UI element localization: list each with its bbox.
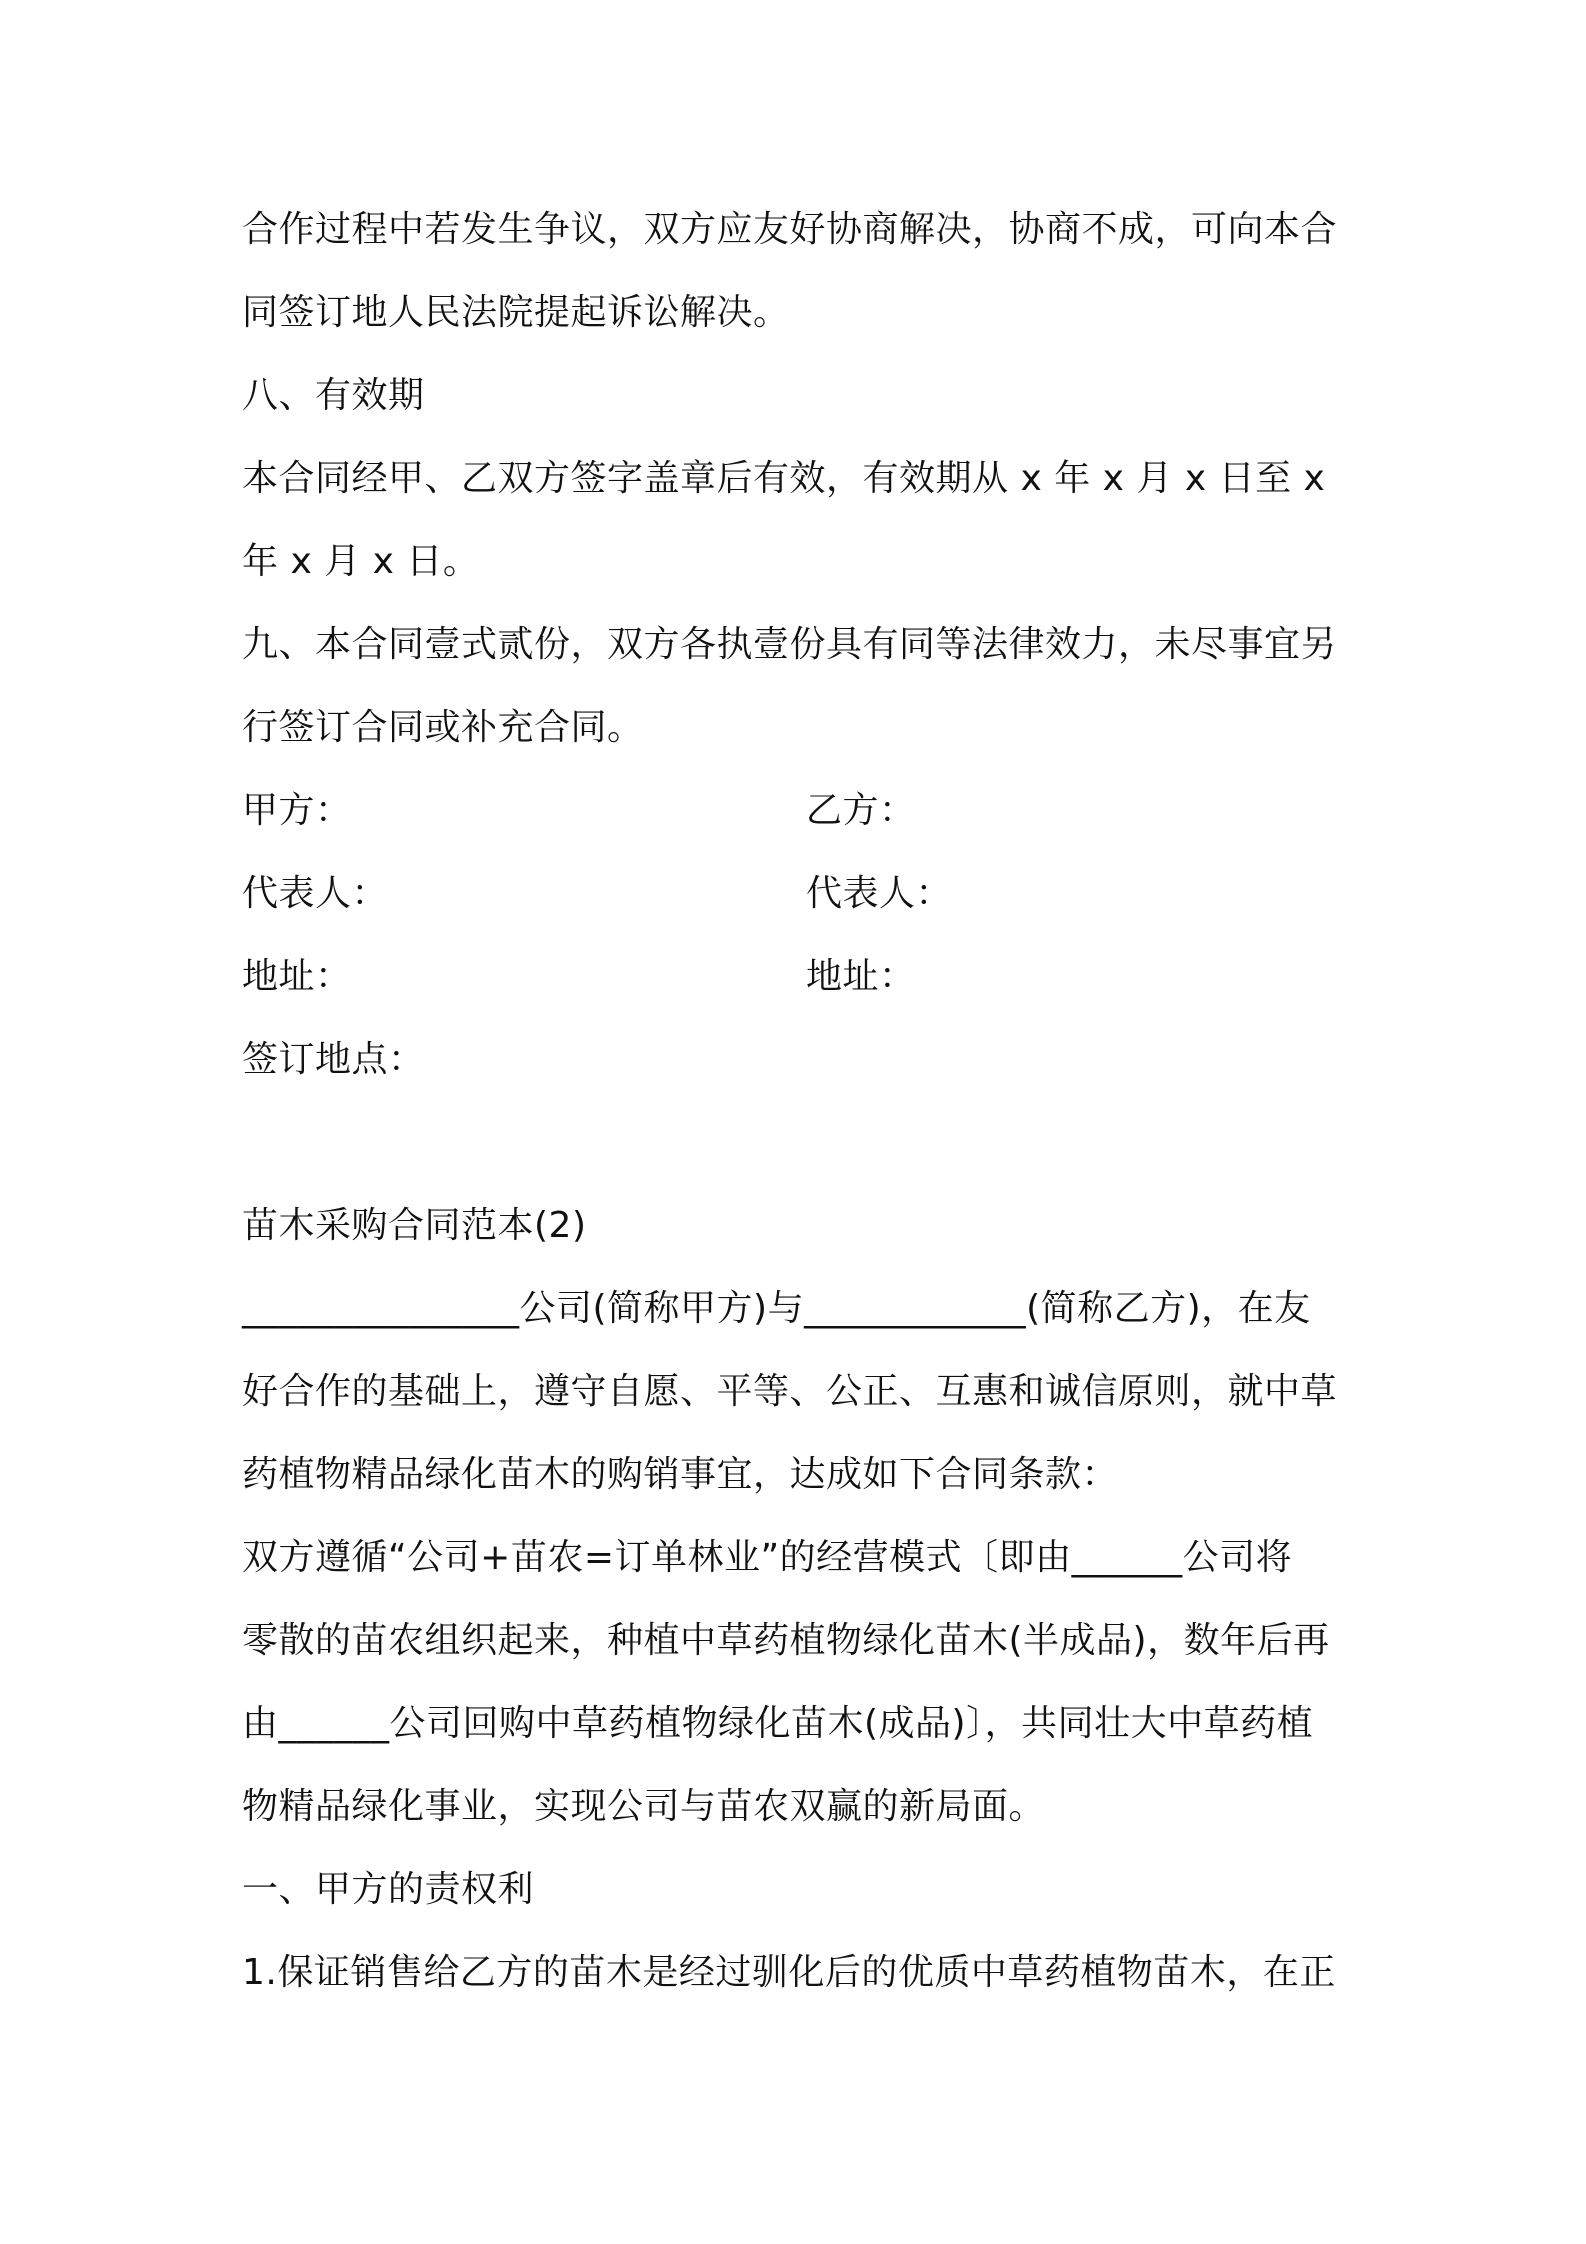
paragraph-line: 同签订地人民法院提起诉讼解决。 [242, 292, 790, 333]
address-b-label: 地址： [806, 956, 916, 997]
paragraph-line: 九、本合同壹式贰份，双方各执壹份具有同等法律效力，未尽事宜另 [242, 624, 1338, 665]
representative-b-label: 代表人： [806, 873, 953, 914]
paragraph-line: 本合同经甲、乙双方签字盖章后有效，有效期从 x 年 x 月 x 日至 x [242, 458, 1326, 499]
section-heading: 一、甲方的责权利 [242, 1869, 535, 1910]
signing-place-label: 签订地点： [242, 1039, 425, 1080]
contract-title: 苗木采购合同范本(2) [242, 1205, 587, 1246]
paragraph-line: 合作过程中若发生争议，双方应友好协商解决，协商不成，可向本合 [242, 209, 1338, 250]
paragraph-line: 好合作的基础上，遵守自愿、平等、公正、互惠和诚信原则，就中草 [242, 1371, 1338, 1412]
paragraph-line: 行签订合同或补充合同。 [242, 707, 644, 748]
paragraph-line: 药植物精品绿化苗木的购销事宜，达成如下合同条款： [242, 1454, 1119, 1495]
paragraph-line: _______________公司(简称甲方)与____________(简称乙方)，在友 [242, 1288, 1311, 1329]
representative-a-label: 代表人： [242, 873, 389, 914]
party-b-label: 乙方： [806, 790, 916, 831]
paragraph-line: 由______公司回购中草药植物绿化苗木(成品)〕，共同壮大中草药植 [242, 1703, 1314, 1744]
paragraph-line: 零散的苗农组织起来，种植中草药植物绿化苗木(半成品)，数年后再 [242, 1620, 1330, 1661]
paragraph-line: 物精品绿化事业，实现公司与苗农双赢的新局面。 [242, 1786, 1046, 1827]
section-heading: 八、有效期 [242, 375, 425, 416]
paragraph-line: 双方遵循“公司+苗农=订单林业”的经营模式〔即由______公司将 [242, 1537, 1293, 1578]
paragraph-line: 年 x 月 x 日。 [242, 541, 480, 582]
paragraph-line: 1.保证销售给乙方的苗木是经过驯化后的优质中草药植物苗木，在正 [242, 1952, 1336, 1993]
address-a-label: 地址： [242, 956, 352, 997]
party-a-label: 甲方： [242, 790, 352, 831]
